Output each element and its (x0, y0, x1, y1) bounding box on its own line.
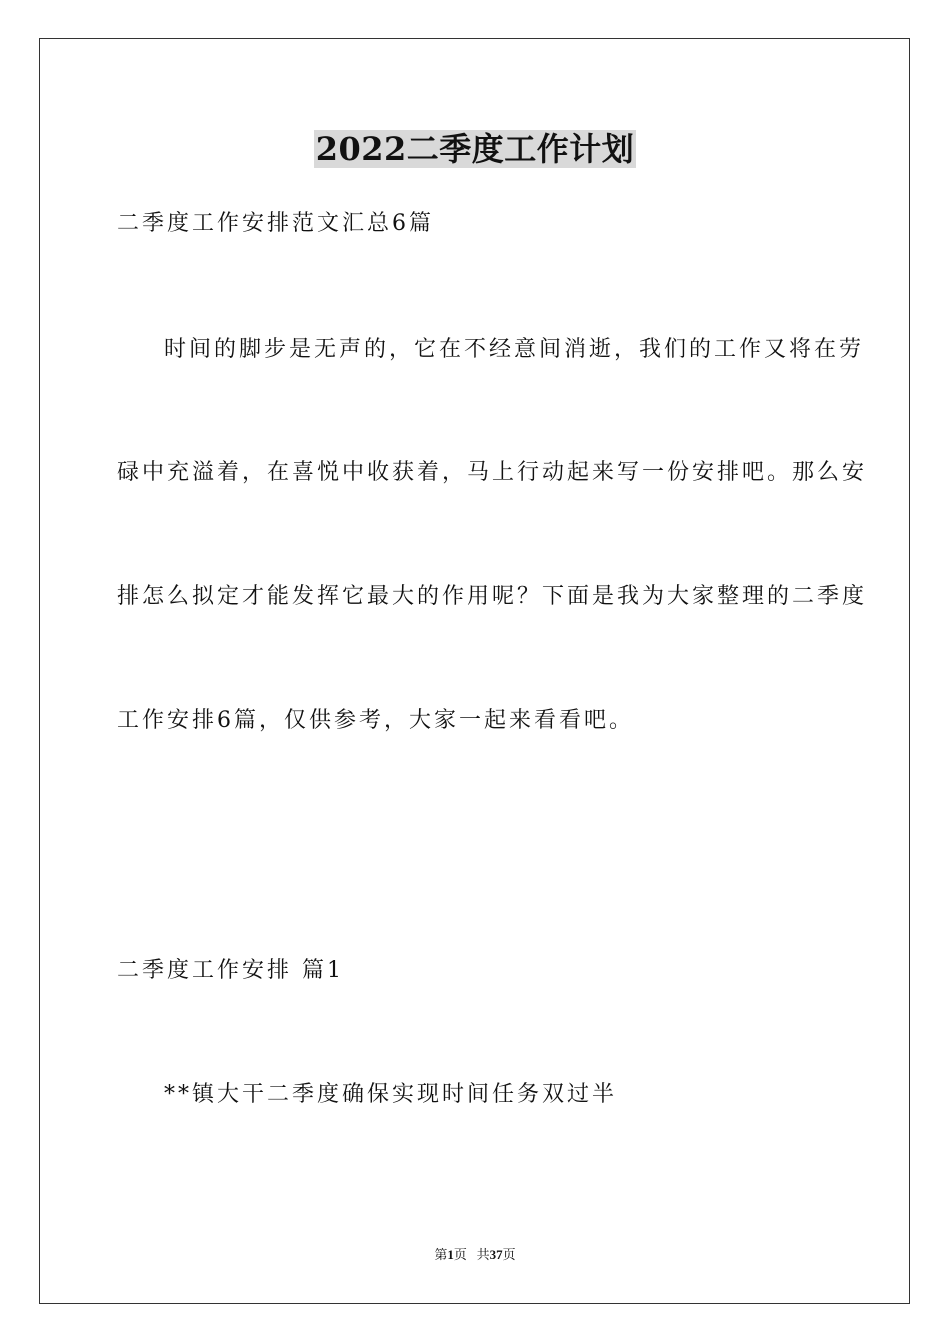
intro-line-4: 工作安排6篇，仅供参考，大家一起来看看吧。 (117, 708, 634, 733)
intro-line-1: 时间的脚步是无声的，它在不经意间消逝，我们的工作又将在劳 (164, 337, 865, 362)
footer-total-suffix: 页 (502, 1247, 516, 1262)
footer-page-prefix: 第 (434, 1247, 448, 1262)
document-title (0, 127, 950, 171)
section-first-line: **镇大干二季度确保实现时间任务双过半 (164, 1082, 618, 1107)
footer-page-number: 1 (447, 1247, 454, 1262)
footer-total-prefix: 共 (476, 1247, 490, 1262)
page-footer (0, 1246, 950, 1264)
document-subtitle: 二季度工作安排范文汇总6篇 (117, 211, 434, 236)
intro-line-2: 碌中充溢着，在喜悦中收获着，马上行动起来写一份安排吧。那么安 (117, 460, 868, 485)
document-title-text: 2022二季度工作计划 (315, 130, 635, 168)
intro-line-3: 排怎么拟定才能发挥它最大的作用呢？下面是我为大家整理的二季度 (117, 584, 868, 609)
footer-page-suffix: 页 (453, 1247, 467, 1262)
footer-total-pages: 37 (489, 1247, 503, 1262)
section-heading: 二季度工作安排 篇1 (117, 958, 344, 983)
